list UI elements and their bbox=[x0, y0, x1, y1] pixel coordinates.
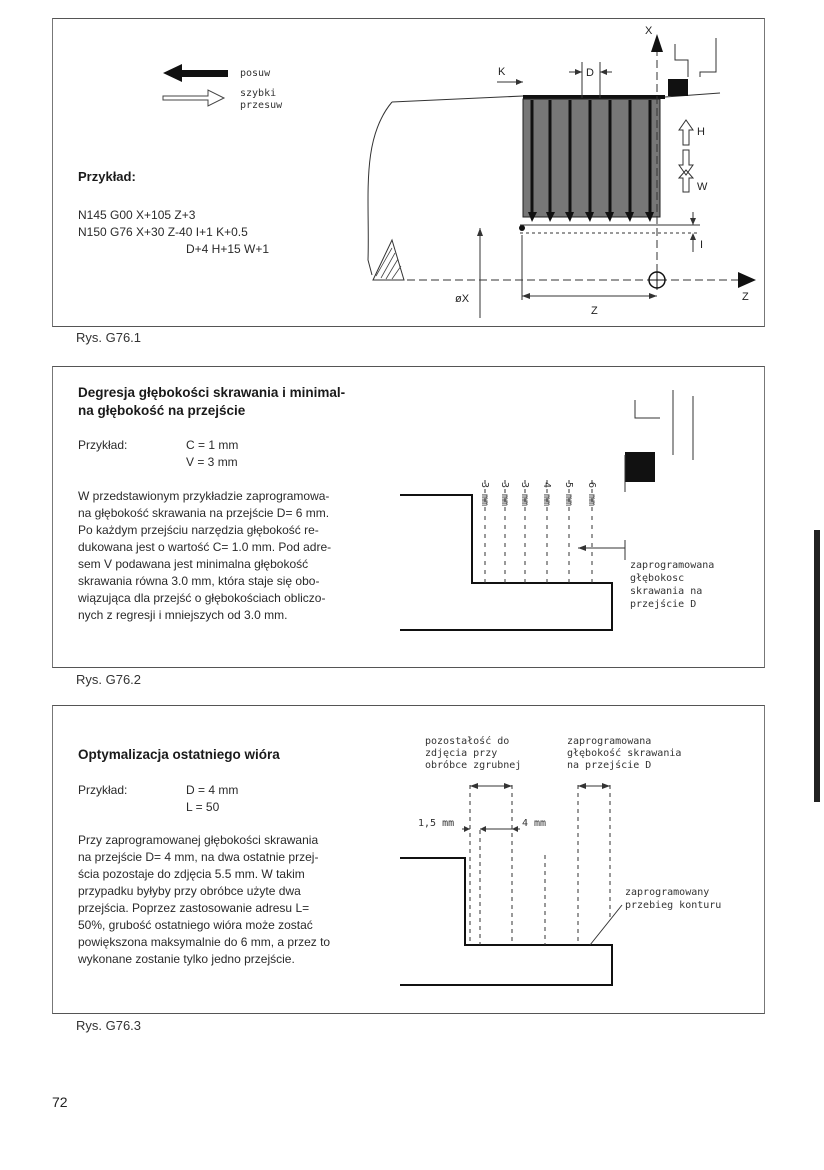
fig2-depth-label: 4 mm bbox=[541, 482, 552, 507]
fig2-note-line: przejście D bbox=[630, 599, 697, 610]
w-label: W bbox=[697, 181, 708, 193]
fig1-caption: Rys. G76.1 bbox=[76, 330, 142, 345]
fig3-body-line: na przejście D= 4 mm, na dwa ostatnie przej- bbox=[78, 850, 319, 864]
section-marker-bar bbox=[814, 530, 820, 802]
fig3-dim-2: 4 mm bbox=[522, 818, 547, 829]
fig3-note-right-2: głębokość skrawania bbox=[567, 748, 682, 759]
fig1-code-line-3: D+4 H+15 W+1 bbox=[186, 242, 270, 256]
fig3-note-right-3: na przejście D bbox=[567, 760, 652, 771]
fig3-example-label: Przykład: bbox=[78, 783, 128, 797]
fig2-body-line: na głębokość skrawania na przejście D= 6 mm. bbox=[78, 506, 330, 520]
fig3-note-left-1: pozostałość do bbox=[425, 736, 510, 747]
fig2-depth-label: 3 mm bbox=[519, 482, 530, 507]
diam-x-label: øX bbox=[455, 293, 470, 305]
d-dim-label: D bbox=[586, 67, 594, 79]
z-dim-label: Z bbox=[591, 305, 598, 317]
fig3-contour-note-1: zaprogramowany bbox=[625, 887, 710, 898]
fig2-heading-1: Degresja głębokości skrawania i minimal- bbox=[78, 385, 346, 400]
fig1-example-label: Przykład: bbox=[78, 169, 136, 184]
fig2-body-line: Po każdym przejściu narzędzia głębokość re- bbox=[78, 523, 319, 537]
fig3-body-line: ścia pozostaje do zdjęcia 5.5 mm. W takim bbox=[78, 867, 305, 881]
fig3-note-left-2: zdjęcia przy bbox=[425, 748, 498, 759]
fig3-body-line: Przy zaprogramowanej głębokości skrawania bbox=[78, 833, 319, 847]
fig3-body-line: 50%, grubość ostatniego wióra może zostać bbox=[78, 918, 313, 932]
fig2-body-line: dukowana jest o wartość C= 1.0 mm. Pod adre- bbox=[78, 540, 332, 554]
fig3-body-line: przejścia. Poprzez zastosowanie adresu L= bbox=[78, 901, 310, 915]
fig2-depth-label: 3 mm bbox=[499, 482, 510, 507]
fig2-body-line: wiązująca dla przejść o głębokościach obliczo- bbox=[78, 591, 326, 605]
fig3-param-d: D = 4 mm bbox=[186, 783, 239, 797]
fig2-example-label: Przykład: bbox=[78, 438, 128, 452]
fig3-dim-1: 1,5 mm bbox=[418, 818, 455, 829]
fig3-note-left-3: obróbce zgrubnej bbox=[425, 760, 522, 771]
fig1-code-line-1: N145 G00 X+105 Z+3 bbox=[78, 208, 196, 222]
legend-rapid-label-1: szybki bbox=[240, 88, 277, 99]
h-label: H bbox=[697, 126, 705, 138]
legend-feed-label: posuw bbox=[240, 68, 271, 79]
fig3-body-line: powiększona maksymalnie do 6 mm, a przez to bbox=[78, 935, 331, 949]
fig2-depth-label: 3 mm bbox=[479, 482, 490, 507]
fig2-note-line: zaprogramowana bbox=[630, 560, 715, 571]
x-axis-label: X bbox=[645, 25, 653, 37]
fig3-heading: Optymalizacja ostatniego wióra bbox=[78, 747, 280, 762]
i-label: I bbox=[700, 239, 704, 251]
z-axis-label: Z bbox=[742, 291, 749, 303]
fig2-caption: Rys. G76.2 bbox=[76, 672, 142, 687]
fig2-param-c: C = 1 mm bbox=[186, 438, 239, 452]
page-number: 72 bbox=[52, 1094, 68, 1110]
fig2-body-line: nych z regresji i mniejszych od 3.0 mm. bbox=[78, 608, 288, 622]
fig3-caption: Rys. G76.3 bbox=[76, 1018, 142, 1033]
fig2-depth-label: 5 mm bbox=[563, 482, 574, 507]
fig2-body-line: W przedstawionym przykładzie zaprogramowa- bbox=[78, 489, 330, 503]
fig2-body-line: skrawania równa 3.0 mm, która staje się obo- bbox=[78, 574, 320, 588]
fig2-note-line: głębokosc bbox=[630, 573, 685, 584]
fig3-note-right-1: zaprogramowana bbox=[567, 736, 652, 747]
legend-rapid-label-2: przesuw bbox=[240, 100, 283, 111]
fig2-param-v: V = 3 mm bbox=[186, 455, 238, 469]
fig3-param-l: L = 50 bbox=[186, 800, 220, 814]
fig3-body-line: przypadku byłyby przy obróbce użyte dwa bbox=[78, 884, 301, 898]
fig2-note-line: skrawania na bbox=[630, 586, 703, 597]
fig2-heading-2: na głębokość na przejście bbox=[78, 403, 246, 418]
fig2-depth-label: 6 mm bbox=[586, 482, 597, 507]
fig3-body-line: wykonane zostanie tylko jedno przejście. bbox=[78, 952, 295, 966]
fig3-contour-note-2: przebieg konturu bbox=[625, 900, 722, 911]
k-dim-label: K bbox=[498, 66, 506, 78]
fig2-body-line: sem V podawana jest minimalna głębokość bbox=[78, 557, 309, 571]
fig1-code-line-2: N150 G76 X+30 Z-40 I+1 K+0.5 bbox=[78, 225, 248, 239]
